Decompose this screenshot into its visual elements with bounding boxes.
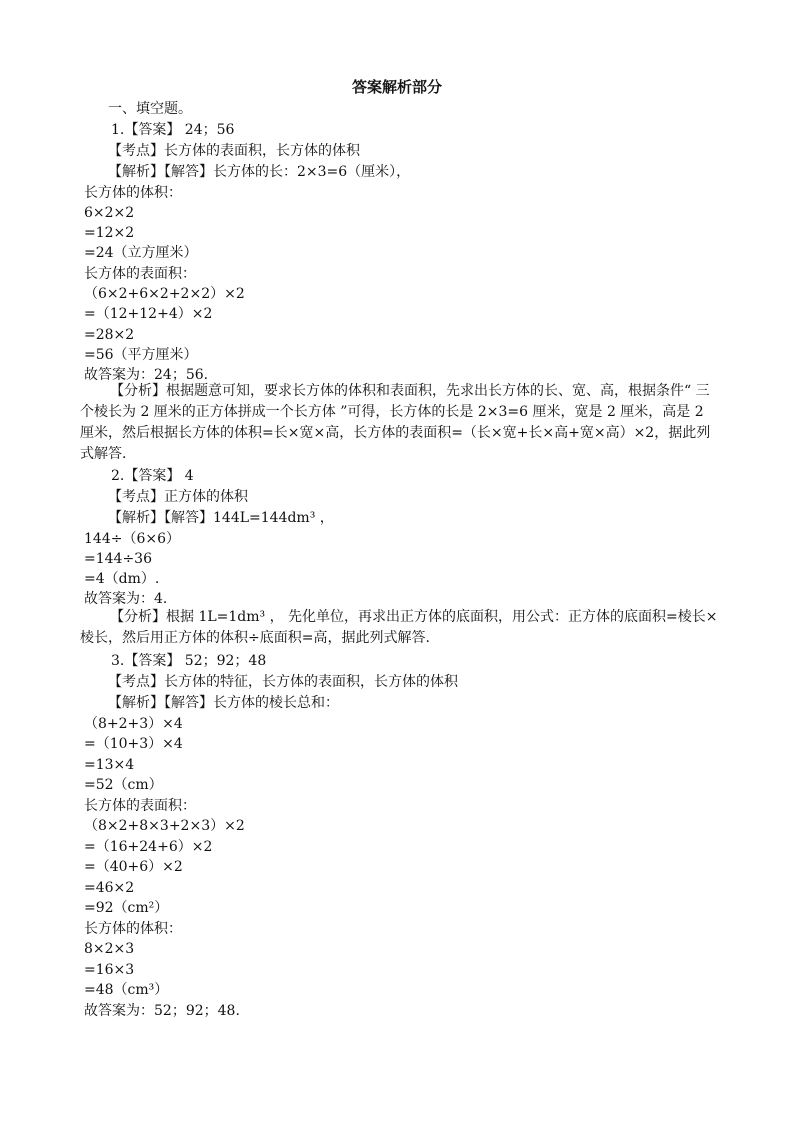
q2-step: =4（dm）. [84,571,160,587]
q2-analysis-head: 【解析】【解答】144L=144dm³ ， [108,510,334,526]
q1-step: =28×2 [84,327,135,343]
q1-step: =（12+12+4）×2 [84,306,213,322]
q1-step: =12×2 [84,225,135,241]
q1-analysis: 【分析】根据题意可知，要求长方体的体积和表面积，先求出长方体的长、宽、高，根据条件“ 三个棱长为 2 厘米的正方体拼成一个长方体 ”可得，长方体的长是 2×3=6 厘米，宽是 2 厘米，高是 2 厘米，然后根据长方体的体积=长×宽×高，长方体的表面积=（长×宽+长×高+宽×高）×2，据此列式解答. [80,383,711,462]
q1-step: 长方体的表面积： [84,266,196,282]
q1-answer: 1.【答案】 24；56 [111,122,235,138]
q1-step: （6×2+6×2+2×2）×2 [84,286,245,302]
q2-answer: 2.【答案】 4 [111,468,194,484]
q3-step: （8×2+8×3+2×3）×2 [84,818,245,834]
q3-point: 【考点】长方体的特征，长方体的表面积，长方体的体积 [108,674,458,690]
q3-step: （8+2+3）×4 [84,716,183,732]
q3-step: =46×2 [84,880,135,896]
q3-answer: 3.【答案】 52；92；48 [111,653,267,669]
q1-step: 故答案为：24；56. [84,367,209,383]
q2-step: 故答案为：4. [84,591,168,607]
q2-step: =144÷36 [84,551,152,567]
section-heading: 一、填空题。 [108,101,192,117]
q3-step: 故答案为：52；92；48. [84,1003,240,1019]
q1-analysis-head: 【解析】【解答】长方体的长：2×3=6（厘米）， [108,164,411,180]
q1-step: 6×2×2 [84,205,135,221]
q3-step: =13×4 [84,757,135,773]
q1-step: =56（平方厘米） [84,347,198,363]
q3-step: 长方体的表面积： [84,798,196,814]
q1-step: =24（立方厘米） [84,245,198,261]
q2-point: 【考点】正方体的体积 [108,489,248,505]
q2-analysis: 【分析】根据 1L=1dm³ ， 先化单位，再求出正方体的底面积，用公式：正方体的底面积=棱长×棱长，然后用正方体的体积÷底面积=高，据此列式解答. [80,609,718,646]
q1-point: 【考点】长方体的表面积，长方体的体积 [108,143,360,159]
q3-analysis-head: 【解析】【解答】长方体的棱长总和： [108,695,339,711]
page-title: 答案解析部分 [351,78,442,96]
q1-step: 长方体的体积： [84,185,182,201]
q3-step: =（40+6）×2 [84,859,183,875]
q3-step: =（16+24+6）×2 [84,839,213,855]
q2-step: 144÷（6×6） [84,531,180,547]
q3-step: =52（cm） [84,777,163,793]
q3-step: =（10+3）×4 [84,736,183,752]
q3-step: =16×3 [84,962,135,978]
q3-step: =48（cm³） [84,982,169,998]
q3-step: 长方体的体积： [84,921,182,937]
q3-step: =92（cm²） [84,900,169,916]
q3-step: 8×2×3 [84,941,135,957]
